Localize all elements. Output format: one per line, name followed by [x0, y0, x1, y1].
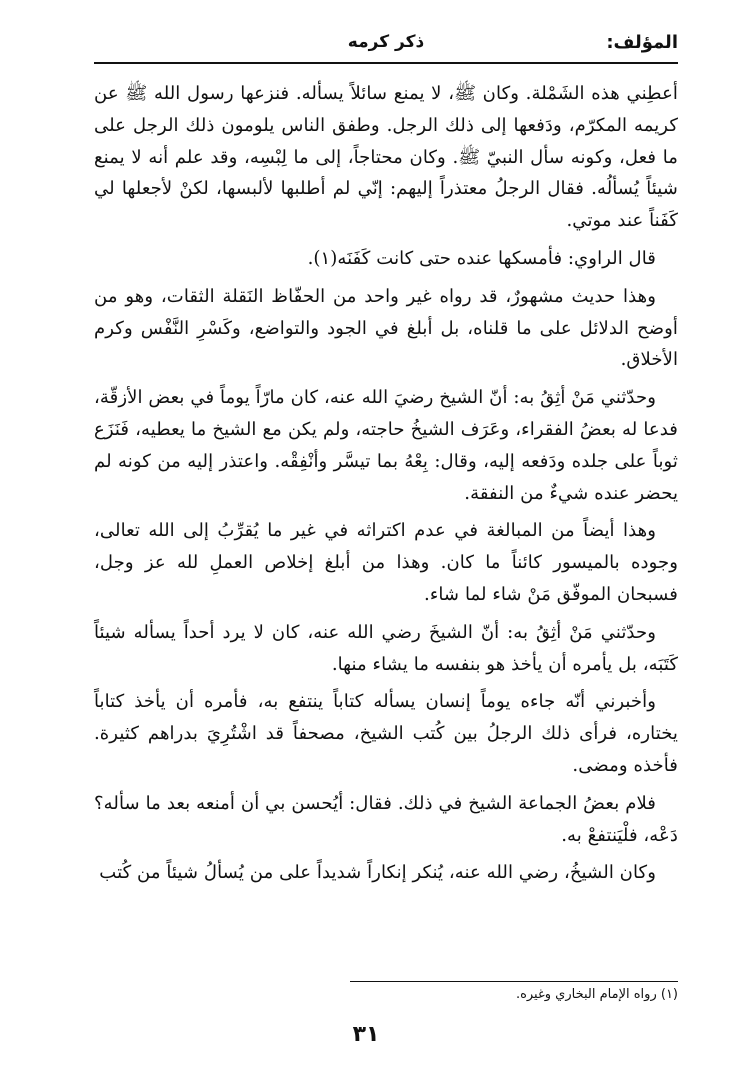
header-author-label: المؤلف: — [606, 32, 678, 53]
page-number: ٣١ — [352, 1022, 380, 1047]
header-section-title: ذكر كرمه — [347, 32, 425, 52]
paragraph: وحدّثني مَنْ أثِقُ به: أنّ الشيخَ رضي الله عنه، كان لا يرد أحداً يسأله شيئاً كَتَبَه، بل يأمره أن يأخذ هو بنفسه ما يشاء منها. — [94, 621, 678, 675]
paragraph: وحدّثني مَنْ أثِقُ به: أنّ الشيخ رضيَ الله عنه، كان مارّاً يوماً في بعض الأزقّة، فدعا له بعضُ الفقراء، وعَرَف الشيخُ حاجته، ولم يكن مع الشيخ ما يعطيه، فَنَزَع ثوباً على جلده ودَفعه إليه، وقال: بِعْهُ بما تيسَّر وأنْفِقْه. واعتذر إليه من كونه لم يحضر عنده شيءٌ من النفقة. — [94, 387, 678, 504]
paragraph: أعطِني هذه الشَمْلة. وكان ﷺ، لا يمنع سائلاً يسأله. فنزعها رسول الله ﷺ عن كريمه المكرّم، ودَفعها إلى ذلك الرجل. وطفق الناس يلومون ذلك الرجل على ما فعل، وكونه سأل النبيّ ﷺ. وكان محتاجاً، إلى ما لِبْسِه، وقد علم أنه لا يمنع شيئاً يُسألُه. فقال الرجلُ معتذراً إليهم: إنّي لم أطلبها لألبسها، لكنْ لأجعلها لي كَفَناً عند موتي. — [94, 83, 678, 232]
body-text — [94, 78, 678, 895]
paragraph: قال الراوي: فأمسكها عنده حتى كانت كَفَنَه(١). — [307, 247, 656, 269]
paragraph: وهذا أيضاً من المبالغة في عدم اكتراثه في غير ما يُقرِّبُ إلى الله تعالى، وجوده بالميسور كائناً ما كان. وهذا من أبلغ إخلاص العملِ لله عز وجل، فسبحان الموفّق مَنْ شاء لما شاء. — [94, 520, 678, 605]
paragraph: وكان الشيخُ، رضي الله عنه، يُنكر إنكاراً شديداً على من يُسألُ شيئاً من كُتب — [99, 862, 656, 884]
paragraph: وهذا حديث مشهورٌ، قد رواه غير واحد من الحفّاظ النَقلة الثقات، وهو من أوضح الدلائل على ما قلناه، بل أبلغ في الجود والتواضع، وكَسْرِ النَّفْس وكرم الأخلاق. — [94, 285, 678, 371]
footnote: (١) رواه الإمام البخاري وغيره. — [515, 987, 678, 1002]
paragraph: فلام بعضُ الجماعة الشيخ في ذلك. فقال: أيُحسن بي أن أمنعه بعد ما سأله؟ دَعْه، فلْيَنتفعْ به. — [94, 792, 678, 846]
running-header — [94, 30, 678, 60]
header-rule — [94, 62, 678, 64]
footnote-rule — [350, 981, 678, 982]
paragraph: وأخبرني أنّه جاءه يوماً إنسان يسأله كتاباً ينتفع به، فأمره أن يأخذ كتاباً يختاره، فرأى ذلك الرجلُ بين كُتب الشيخ، مصحفاً قد اشْتُرِيَ بدراهم كثيرة. فأخذه ومضى. — [94, 691, 678, 776]
